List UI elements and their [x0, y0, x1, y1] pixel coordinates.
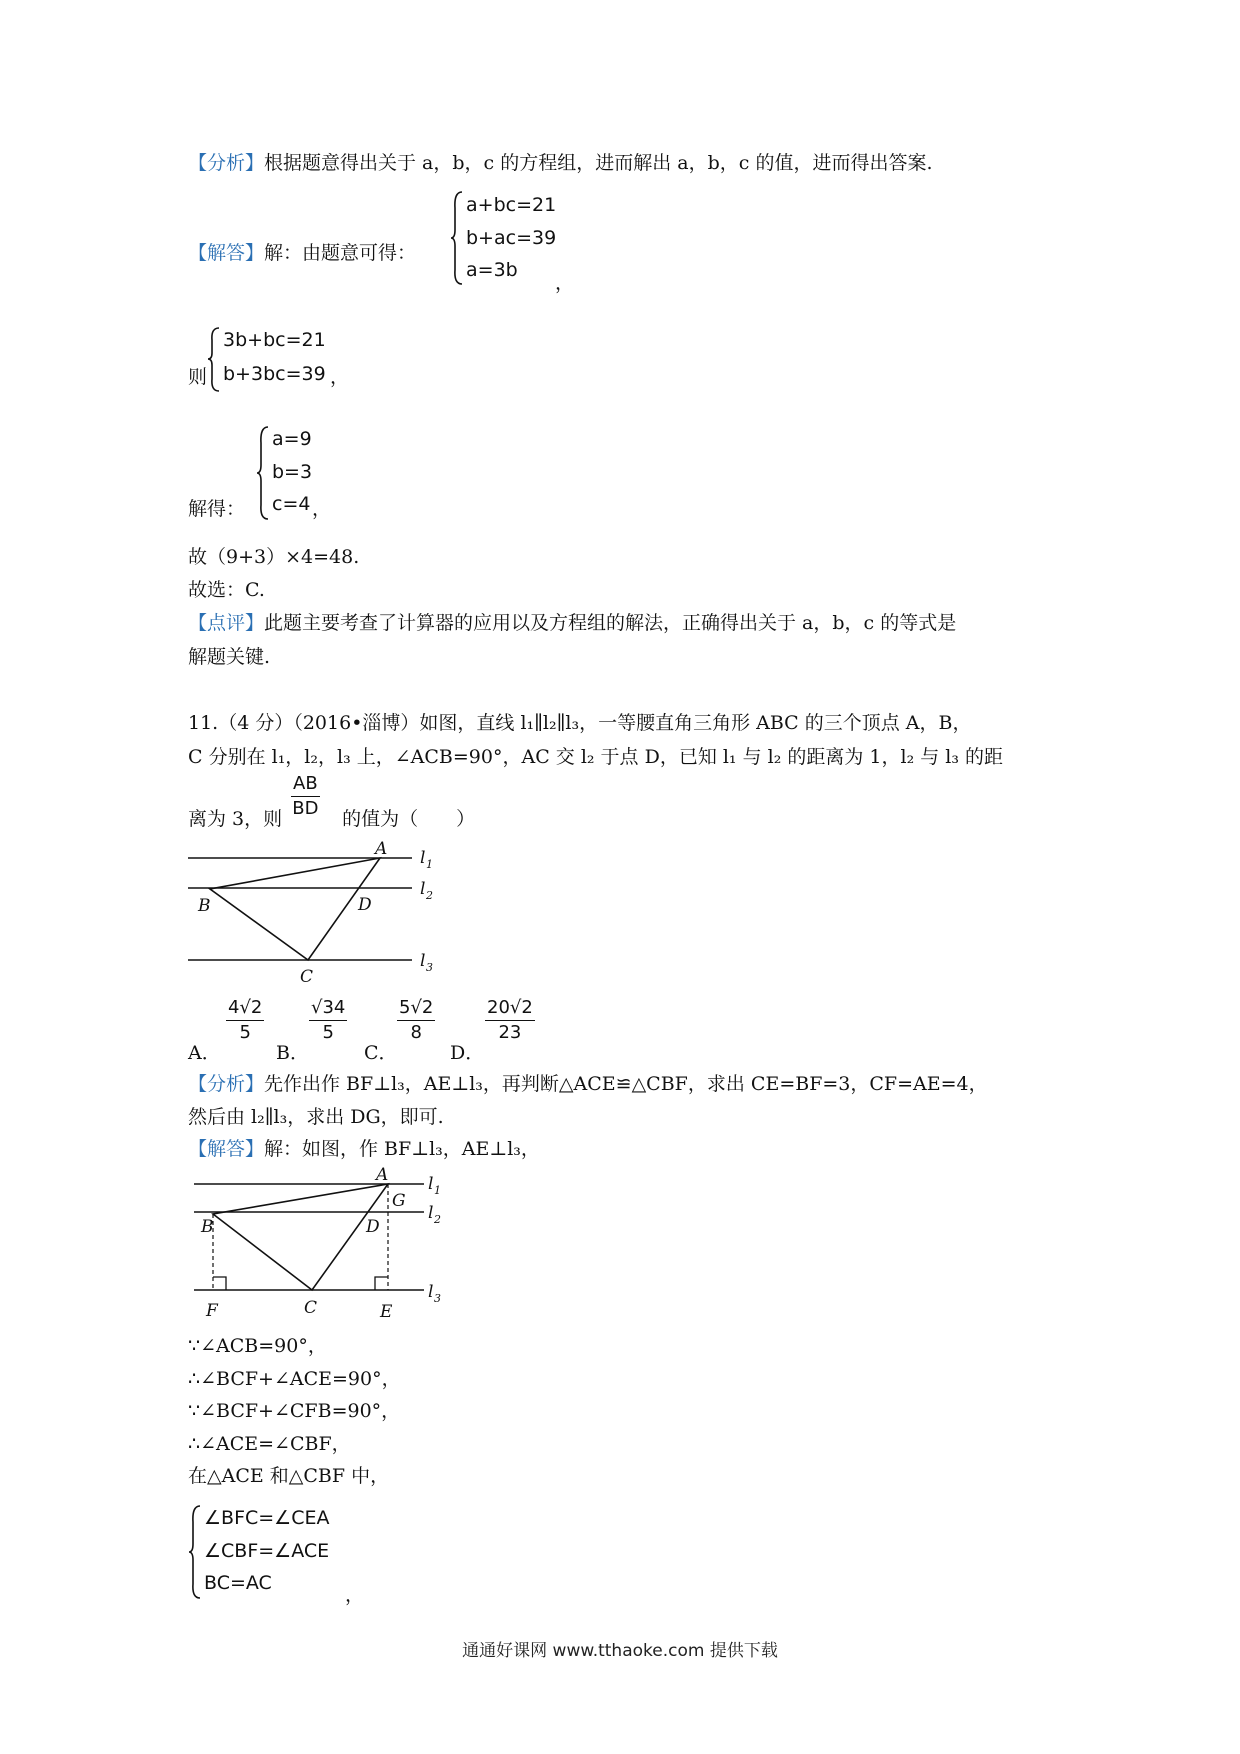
label-a: A [376, 1166, 389, 1185]
comma: ， [555, 272, 575, 294]
sub-1: 1 [426, 858, 433, 871]
brace-icon [188, 1502, 202, 1602]
analysis-text: 根据题意得出关于 a，b，c 的方程组，进而解出 a，b，c 的值，进而得出答案. [264, 152, 933, 174]
solution-line-2: 【解答】解：如图，作 BF⊥l₃，AE⊥l₃， [188, 1138, 540, 1160]
comment-line-1 [188, 610, 956, 636]
equation-c: c=4 [272, 493, 311, 515]
brace-icon [207, 325, 221, 393]
question-line-2: C 分别在 l₁，l₂，l₃ 上，∠ACB=90°，AC 交 l₂ 于点 D，已知 l₁ 与 l₂ 的距离为 1，l₂ 与 l₃ 的距 [188, 746, 1003, 768]
proof-line-2: ∴∠BCF+∠ACE=90°， [188, 1368, 401, 1390]
comma: ， [312, 498, 332, 520]
sub-3: 3 [434, 1292, 441, 1305]
option-c-label[interactable]: C． [364, 1042, 398, 1064]
solution-tag: 【解答】 [188, 242, 265, 264]
comment-line-2: 解题关键. [188, 646, 271, 668]
brace-icon [256, 423, 270, 523]
label-l2: l [420, 879, 426, 899]
comma: ， [330, 366, 350, 388]
comment-tag: 【点评】 [188, 612, 265, 634]
option-b-label[interactable]: B． [276, 1042, 309, 1064]
right-angle-e [375, 1277, 388, 1290]
analysis-line-2b: 然后由 l₂∥l₃，求出 DG，即可. [188, 1106, 444, 1128]
equation-b: b=3 [272, 461, 313, 483]
comma: ， [345, 1584, 365, 1606]
label-l1: l [420, 848, 426, 868]
label-b: B [198, 896, 211, 916]
equation-2: b+3bc=39 [223, 363, 326, 385]
equation-system-3 [256, 423, 356, 523]
proof-line-4: ∴∠ACE=∠CBF， [188, 1433, 351, 1455]
label-d: D [366, 1217, 380, 1237]
option-d-value[interactable]: $\frac{20√2}{23}$ [487, 997, 533, 1043]
sub-2: 2 [426, 889, 433, 902]
analysis-tag: 【分析】 [188, 152, 265, 174]
figure-1 [180, 838, 450, 988]
label-a: A [375, 839, 388, 859]
choose-line: 故选：C. [188, 579, 265, 601]
solution-tag: 【解答】 [188, 1138, 265, 1160]
then-prefix: 则 [188, 366, 208, 388]
brace-icon [450, 188, 464, 288]
equation-2: ∠CBF=∠ACE [204, 1540, 330, 1562]
right-angle-f [213, 1277, 226, 1290]
comment-text: 此题主要考查了计算器的应用以及方程组的解法，正确得出关于 a，b，c 的等式是 [264, 612, 957, 634]
proof-line-1: ∵∠ACB=90°， [188, 1335, 327, 1357]
option-c-value[interactable]: $\frac{5√2}{8}$ [399, 997, 434, 1043]
analysis-line [188, 150, 932, 176]
equation-a: a=9 [272, 428, 312, 450]
label-b: B [201, 1217, 214, 1237]
label-l3: l [428, 1282, 434, 1302]
label-c: C [300, 967, 314, 987]
solution-text: 解：由题意可得： [264, 242, 417, 264]
equation-1: 3b+bc=21 [223, 329, 326, 351]
label-c: C [304, 1298, 318, 1318]
option-b-value[interactable]: $\frac{√34}{5}$ [311, 997, 346, 1043]
solve-prefix: 解得： [188, 498, 246, 520]
equation-2: b+ac=39 [466, 227, 557, 249]
question-line-1: 11.（4 分）（2016•淄博）如图，直线 l₁∥l₂∥l₃，一等腰直角三角形 ABC 的三个顶点 A，B， [188, 712, 972, 734]
label-g: G [392, 1191, 406, 1211]
equation-3: BC=AC [204, 1572, 272, 1594]
equation-1: a+bc=21 [466, 194, 557, 216]
label-l2: l [428, 1203, 434, 1223]
label-f: F [206, 1301, 218, 1321]
therefore-line: 故（9+3）×4=48. [188, 546, 360, 568]
fraction-ab-bd: $\frac{AB}{BD}$ [292, 773, 319, 819]
triangle-abc [213, 1184, 388, 1290]
label-e: E [380, 1302, 393, 1322]
solution-line [188, 240, 416, 266]
equation-system-2 [207, 325, 337, 395]
triangle-abc [210, 858, 380, 960]
option-a-label[interactable]: A． [188, 1042, 221, 1064]
analysis-line-2a: 【分析】先作出作 BF⊥l₃，AE⊥l₃，再判断△ACE≌△CBF，求出 CE=BF=3，CF=AE=4， [188, 1073, 988, 1095]
sub-2: 2 [434, 1213, 441, 1226]
equation-system-1 [450, 188, 570, 288]
proof-line-5: 在△ACE 和△CBF 中， [188, 1465, 390, 1487]
sub-3: 3 [426, 961, 433, 974]
equation-3: a=3b [466, 259, 518, 281]
option-d-label[interactable]: D． [450, 1042, 485, 1064]
label-l3: l [420, 951, 426, 971]
page-footer: 通通好课网 www.tthaoke.com 提供下载 [462, 1641, 778, 1661]
analysis-tag: 【分析】 [188, 1073, 265, 1095]
equation-1: ∠BFC=∠CEA [204, 1507, 330, 1529]
proof-line-3: ∵∠BCF+∠CFB=90°， [188, 1400, 401, 1422]
label-l1: l [428, 1174, 434, 1194]
figure-2 [186, 1166, 456, 1322]
sub-1: 1 [434, 1184, 441, 1197]
question-line-3: 离为 3，则 的值为（ ） [188, 808, 476, 830]
label-d: D [358, 895, 372, 915]
option-a-value[interactable]: $\frac{4√2}{5}$ [228, 997, 263, 1043]
